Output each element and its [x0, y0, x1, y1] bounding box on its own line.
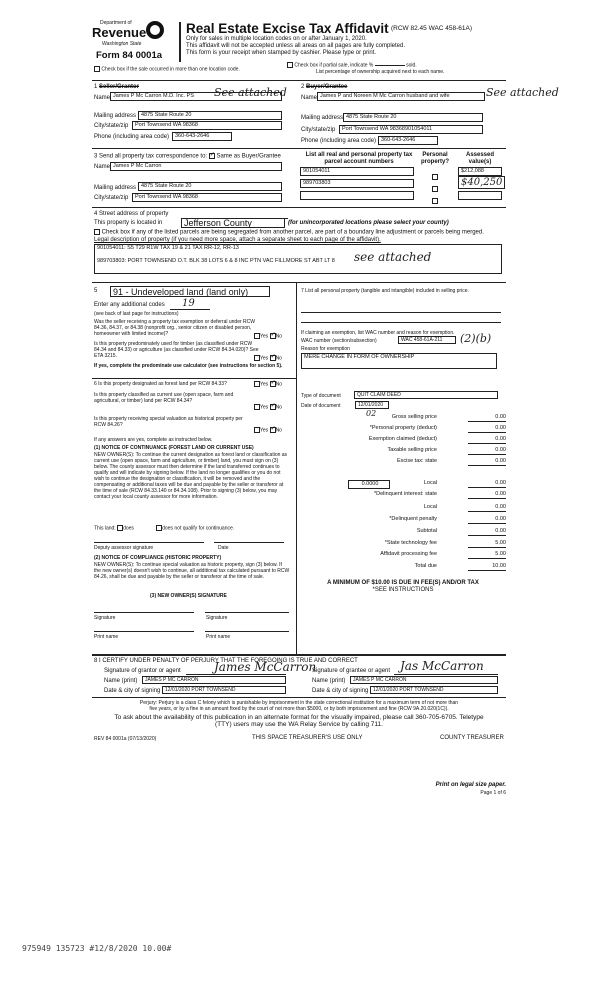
same-as-buyer-label: Same as Buyer/Grantee: [216, 153, 281, 160]
local-value[interactable]: 0.00: [468, 480, 506, 488]
hand-02: 02: [366, 409, 377, 418]
historic-answer: Yes ✓ No: [254, 427, 282, 433]
multi-location-checkbox[interactable]: [94, 66, 100, 72]
buyer-num: 2: [301, 84, 305, 90]
partial-sale-label: Check box if partial sale, indicate %: [294, 62, 374, 69]
grantee-sig-label: Signature of grantee or agent: [312, 668, 391, 674]
historic-question: Is this property receiving special valuation as historical property per RCW 84.26?: [94, 416, 243, 428]
boundary-label: Check box if any of the listed parcels are being segregated from another parcel, are part of a boundary line adjustment or parcels being merged.: [101, 229, 484, 236]
parcel-row-3-assessed[interactable]: [458, 191, 502, 200]
page-number: Page 1 of 6: [480, 790, 506, 796]
new-owner-sig-1: Signature: [94, 615, 116, 621]
form-rcw: (RCW 82.45 WAC 458-61A): [391, 25, 473, 32]
delinq-penalty-value[interactable]: 0.00: [468, 516, 506, 524]
parcel-row-2-assessed[interactable]: $40,250: [458, 176, 505, 189]
street-label: Street address of property: [99, 211, 169, 217]
exemption-claimed-value[interactable]: 0.00: [468, 436, 506, 444]
local-rate-field[interactable]: 0.0000: [348, 480, 390, 489]
boundary-row[interactable]: [94, 229, 484, 237]
current-use-no-checkbox[interactable]: [270, 404, 276, 410]
forest-yes-checkbox[interactable]: [254, 381, 260, 387]
notice1-body: NEW OWNER(S): To continue the current designation as forest land or classification as current use (open space, farm and agriculture, or timber) land, you must sign on (3) below. The county assessor must then determine if the land transferred continues to qualify and will indicate by signing below. If the land no longer qualifies or you do not wish to continue the designation or classification, it will be removed and the compensating or additional taxes will be due and payable by the seller or transferor at the time of sale (RCW 84.33.140 or 84.34.108). Prior to signing (3) below, you may contact your local county assessor for more information.: [94, 452, 288, 500]
unincorporated-note: (for unincorporated locations please select your county): [288, 220, 449, 226]
section5-num: 5: [94, 288, 98, 294]
current-use-answer: Yes ✓ No: [254, 404, 282, 410]
grantor-name-field[interactable]: JAMES P MC CARRON: [142, 676, 286, 684]
buyer-mailing-field[interactable]: 4875 State Route 20: [343, 113, 483, 122]
seller-handwritten: See attached: [214, 86, 287, 99]
legal-line-1: 901054011: S5 T29 R1W TAX 19 & 21 TAX RR-12, RR-13: [97, 245, 239, 251]
personal-deduct-value[interactable]: 0.00: [468, 425, 506, 433]
notice2-title: (2) NOTICE OF COMPLIANCE (HISTORIC PROPERTY): [94, 555, 222, 561]
excise-state-label: Excise tax: state: [396, 458, 437, 464]
affidavit-fee-value[interactable]: 5.00: [468, 551, 506, 559]
parcel-row-1-assessed[interactable]: $212,088: [458, 167, 502, 176]
buyer-name-label: Name: [301, 95, 318, 101]
seller-num: 1: [94, 84, 98, 90]
partial-sale-row[interactable]: [287, 62, 417, 68]
parcels-heading: List all real and personal property tax parcel account numbers: [305, 152, 413, 165]
see-back-note: (see back of last page for instructions): [94, 311, 179, 317]
dept-line3: Washington State: [102, 41, 142, 47]
property-num: 4: [94, 211, 98, 217]
buyer-city-field[interactable]: Port Townsend WA 98368901054011: [339, 125, 483, 134]
exemption-claimed-label: Exemption claimed (deduct): [368, 436, 437, 442]
seller-city-field[interactable]: Port Townsend WA 98368: [132, 121, 282, 130]
wac-field[interactable]: WAC 458-61A-211: [398, 336, 456, 344]
corr-mailing-label: Mailing address: [94, 185, 137, 191]
parcel-row-3-personal-checkbox[interactable]: [432, 198, 438, 204]
wac-handwritten: (2)(b): [460, 332, 492, 345]
historic-no-checkbox[interactable]: [270, 427, 276, 433]
personal-deduct-label: *Personal property (deduct): [369, 425, 437, 431]
seller-heading-row: [94, 84, 139, 91]
grantor-date-label: Date & city of signing: [104, 688, 161, 694]
partial-sale-checkbox[interactable]: [287, 62, 293, 68]
parcel-row-2-personal-checkbox[interactable]: [432, 186, 438, 192]
subtotal-label: Subtotal: [416, 528, 437, 534]
legal-description-field[interactable]: [94, 244, 502, 274]
forest-question: 6 Is this property designated as forest land per RCW 84.33?: [94, 381, 227, 387]
county-select[interactable]: Jefferson County: [181, 218, 285, 228]
correspondence-label: Send all property tax correspondence to:: [99, 153, 208, 160]
deputy-date-label: Date: [218, 545, 229, 551]
perjury-line2: five years, or by a fine in an amount fixed by the court of not more than $5000, or by both imprisonment and fine (RCW 9A.20.020(1C)).: [149, 706, 449, 712]
minimum-note: A MINIMUM OF $10.00 IS DUE IN FEE(S) AND/OR TAX: [327, 580, 479, 586]
notice2-body: NEW OWNER(S): To continue special valuation as historic property, sign (3) below. If the new owner(s) doesn't wish to continue, all additional tax calculated pursuant to RCW 84.26, shall be due and payable by the seller or transferor at the time of sale.: [94, 562, 290, 580]
grantor-sig-label: Signature of grantor or agent: [104, 668, 181, 674]
timber-answer: Yes ✓ No: [254, 355, 282, 361]
total-value[interactable]: 10.00: [468, 563, 506, 571]
seller-name-field[interactable]: James P Mc Carron M.D. Inc. PS: [110, 92, 282, 101]
if-yes-note: If any answers are yes, complete as instructed below.: [94, 437, 213, 443]
reason-label: Reason for exemption: [301, 346, 350, 352]
alt-format-line2: (TTY) users may use the WA Relay Service by calling 711.: [215, 721, 383, 728]
grantee-name-label: Name (print): [312, 678, 346, 684]
corr-name-label: Name: [94, 164, 111, 170]
located-label: This property is located in: [94, 220, 163, 226]
land-use-select[interactable]: 91 - Undeveloped land (land only): [110, 286, 270, 297]
land-qualify-row: This land: does does not qualify for continuance.: [94, 525, 235, 532]
current-use-yes-checkbox[interactable]: [254, 404, 260, 410]
exemption-no-checkbox[interactable]: [270, 333, 276, 339]
taxable-label: Taxable selling price: [387, 447, 437, 453]
personal-property-label: 7 List all personal property (tangible and intangible) included in selling price.: [301, 288, 469, 294]
boundary-checkbox[interactable]: [94, 229, 100, 235]
delinq-state-value[interactable]: 0.00: [468, 491, 506, 499]
predominate-use-note: If yes, complete the predominate use calculator (see instructions for section 5).: [94, 363, 283, 369]
parcel-row-3-number[interactable]: [300, 191, 414, 200]
exemption-question: Was the seller receiving a property tax exemption or deferral under RCW 84.36, 84.37, or 84.38 (nonprofit org., senior citizen or disabled person, homeowner with limited income)?: [94, 319, 255, 337]
corr-city-label: City/state/zip: [94, 195, 129, 201]
dept-line2: Revenue: [92, 25, 147, 40]
treasurer-use-label: THIS SPACE TREASURER'S USE ONLY: [252, 735, 363, 741]
buyer-phone-field[interactable]: 360-643-2646: [378, 136, 438, 145]
forest-answer: Yes ✓ No: [254, 381, 282, 387]
personal-heading: Personal property?: [420, 152, 449, 165]
reason-field[interactable]: MERE CHANGE IN FORM OF OWNERSHIP: [301, 353, 497, 369]
grantee-name-field[interactable]: JAMES P MC CARRON: [350, 676, 498, 684]
legal-line-2: 989703803: PORT TOWNSEND O.T. BLK 38 LOTS 6 & 8 INC PTN VAC FILLMORE ST ABT LT 8: [97, 258, 335, 264]
recording-stamp: 975949 135723 #12/8/2020 10.00#: [22, 944, 172, 953]
corr-city-field[interactable]: Port Townsend WA 98368: [132, 193, 282, 202]
grantor-date-field[interactable]: 12/01/2020 PORT TOWNSEND: [162, 686, 286, 694]
new-owner-sig-title: (3) NEW OWNER(S) SIGNATURE: [150, 593, 227, 599]
dept-line1: Department of: [100, 20, 132, 26]
current-use-question: Is this property classified as current use (open space, farm and agricultural, or timber) land per RCW 84.34?: [94, 392, 234, 404]
buyer-heading: Buyer/Grantee: [306, 84, 348, 90]
grantee-date-field[interactable]: 12/01/2020 PORT TOWNSEND: [370, 686, 498, 694]
grantor-name-label: Name (print): [104, 678, 138, 684]
doc-date-field[interactable]: 12/01/2020: [355, 401, 389, 409]
perjury-line1: Perjury: Perjury is a class C felony which is punishable by imprisonment in the state correctional institution for a maximum term of not more than: [139, 700, 459, 706]
legal-paper-note: Print on legal size paper.: [435, 782, 506, 788]
alt-format-line1: To ask about the availability of this publication in an alternate format for the visually impaired, please call 360-705-6705. Teletype: [114, 714, 484, 721]
form-title: Real Estate Excise Tax Affidavit: [186, 21, 389, 36]
legal-label: Legal description of property (if you need more space, attach a separate sheet to each page of the affidavit).: [94, 237, 381, 243]
timber-question: Is this property predominately used for timber (as classified under RCW 84.34 and 84.33) or agriculture (as classified under RCW 84.34.020)? See ETA 3215.: [94, 341, 259, 359]
buyer-mailing-label: Mailing address: [301, 115, 344, 121]
buyer-phone-label: Phone (including area code): [301, 138, 377, 144]
historic-yes-checkbox[interactable]: [254, 427, 260, 433]
total-label: Total due: [414, 563, 437, 569]
seller-name-label: Name: [94, 95, 111, 101]
buyer-city-label: City/state/zip: [301, 127, 336, 133]
additional-codes-label: Enter any additional codes: [94, 302, 165, 308]
same-as-buyer-checkbox[interactable]: [209, 153, 215, 159]
gross-label: Gross selling price: [391, 414, 437, 420]
header-sub2: This affidavit will not be accepted unless all areas on all pages are fully completed.: [186, 43, 406, 49]
land-does-not-checkbox[interactable]: [156, 525, 162, 531]
delinq-local-label: Local: [423, 504, 437, 510]
buyer-heading-row: [301, 84, 347, 91]
delinq-state-label: *Delinquent interest: state: [374, 491, 437, 497]
forest-no-checkbox[interactable]: [270, 381, 276, 387]
timber-yes-checkbox[interactable]: [254, 355, 260, 361]
exemption-yes-checkbox[interactable]: [254, 333, 260, 339]
grantor-signature[interactable]: James McCarron: [214, 660, 317, 674]
tech-fee-value[interactable]: 5.00: [468, 540, 506, 548]
seller-phone-field[interactable]: 360-643-2646: [172, 132, 232, 141]
wac-label: WAC number (section/subsection): [301, 338, 377, 344]
rev-label: REV 84 0001a (07/13/2020): [94, 736, 157, 742]
grantee-signature[interactable]: Jas McCarron: [400, 659, 484, 673]
new-owner-sig-2: Signature: [206, 615, 228, 621]
doc-type-label: Type of document: [301, 393, 341, 399]
certify-statement: 8 I CERTIFY UNDER PENALTY OF PERJURY THAT THE FOREGOING IS TRUE AND CORRECT: [94, 658, 358, 664]
delinq-local-value[interactable]: 0.00: [468, 504, 506, 512]
new-owner-print-2: Print name: [206, 634, 231, 640]
parcel-row-1-number[interactable]: 901054011: [300, 167, 414, 176]
header-sub3: This form is your receipt when stamped by cashier. Please type or print.: [186, 50, 377, 56]
partial-sub: List percentage of ownership acquired next to each name.: [316, 69, 445, 75]
form-number: Form 84 0001a: [96, 50, 163, 61]
gross-value[interactable]: 0.00: [468, 414, 506, 422]
land-does-checkbox[interactable]: [117, 525, 123, 531]
grantee-date-label: Date & city of signing: [312, 688, 369, 694]
affidavit-fee-label: Affidavit processing fee: [380, 551, 437, 557]
partial-sold-label: sold.: [406, 62, 417, 69]
seller-heading: Seller/Grantor: [99, 84, 140, 90]
subtotal-value[interactable]: 0.00: [468, 528, 506, 536]
header-sub1: Only for sales in multiple location codes on or after January 1, 2020.: [186, 36, 367, 42]
parcel-row-1-personal-checkbox[interactable]: [432, 174, 438, 180]
buyer-handwritten: See attached: [486, 86, 559, 99]
exemption-list-label: If claiming an exemption, list WAC number and reason for exemption.: [301, 330, 455, 336]
parcel-row-2-number[interactable]: 989703803: [300, 179, 414, 188]
multi-location-row[interactable]: [94, 66, 240, 72]
deputy-sig-label: Deputy assessor signature: [94, 545, 154, 551]
seller-city-label: City/state/zip: [94, 123, 129, 129]
buyer-name-field[interactable]: James P and Noreen M Mc Carron husband and wife: [317, 92, 485, 101]
county-treasurer-label: COUNTY TREASURER: [440, 735, 504, 741]
doc-date-label: Date of document: [301, 403, 341, 409]
doc-type-field[interactable]: QUIT CLAIM DEED: [354, 391, 498, 399]
see-instructions-note: *SEE INSTRUCTIONS: [372, 587, 434, 593]
local-label: Local: [423, 480, 437, 486]
excise-state-value[interactable]: 0.00: [468, 458, 506, 466]
delinq-penalty-label: *Delinquent penalty: [389, 516, 437, 522]
additional-codes-hand: 19: [182, 298, 195, 309]
dor-logo-icon: [146, 21, 164, 39]
exemption-answer: Yes ✓ No: [254, 333, 282, 339]
correspondence-num: 3: [94, 153, 98, 160]
seller-phone-label: Phone (including area code): [94, 134, 170, 140]
correspondence-row: [94, 153, 281, 161]
street-row: [94, 211, 168, 218]
legal-handwritten: see attached: [354, 250, 432, 264]
corr-name-field[interactable]: James P Mc Carron: [110, 162, 282, 171]
new-owner-print-1: Print name: [94, 634, 119, 640]
seller-mailing-field[interactable]: 4875 State Route 20: [138, 111, 282, 120]
corr-mailing-field[interactable]: 4875 State Route 20: [138, 182, 282, 191]
notice1-title: (1) NOTICE OF CONTINUANCE (FOREST LAND OR CURRENT USE): [94, 445, 254, 451]
taxable-value[interactable]: 0.00: [468, 447, 506, 455]
timber-no-checkbox[interactable]: [270, 355, 276, 361]
seller-mailing-label: Mailing address: [94, 113, 137, 119]
tech-fee-label: *State technology fee: [384, 540, 437, 546]
assessed-heading: Assessed value(s): [465, 152, 495, 165]
multi-location-label: Check box if the sale occurred in more than one location code.: [101, 66, 240, 73]
